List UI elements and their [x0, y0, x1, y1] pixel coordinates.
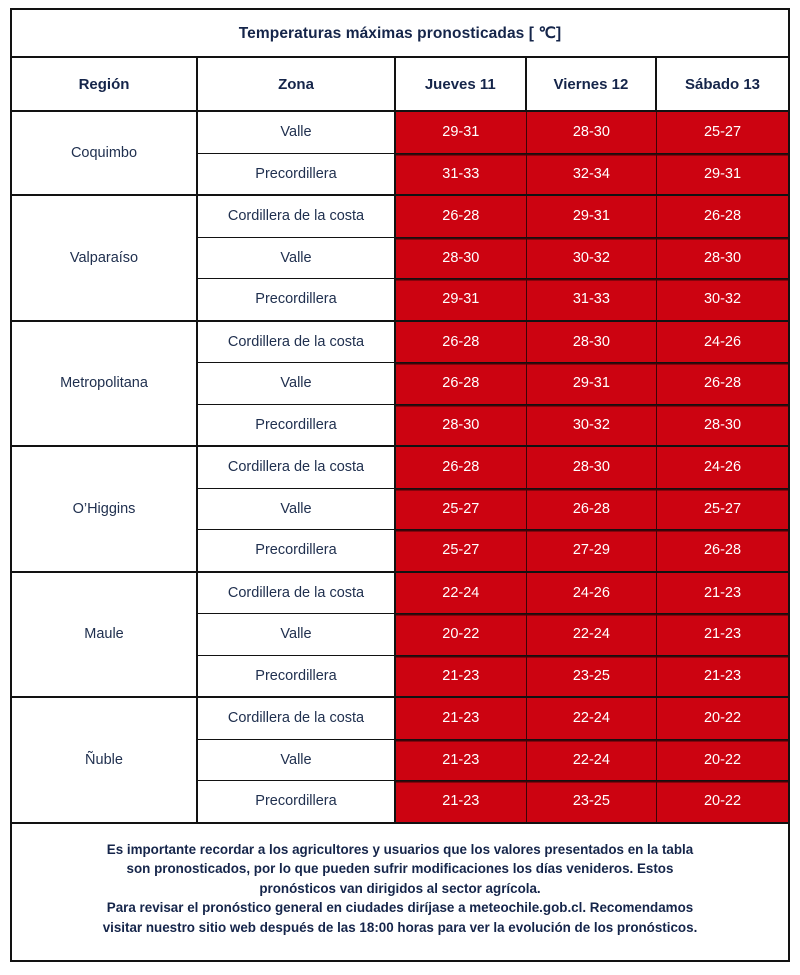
column-header-day-2: Viernes 12	[527, 58, 658, 110]
zone-name-cell: Precordillera	[198, 405, 396, 446]
temperature-cell: 25-27	[396, 530, 527, 571]
temperature-cell: 22-24	[527, 614, 658, 655]
temperature-cell: 20-22	[657, 698, 788, 739]
temperature-cell: 24-26	[657, 447, 788, 488]
temperature-cell: 21-23	[396, 781, 527, 822]
zone-name-cell: Valle	[198, 740, 396, 781]
zone-rows	[198, 698, 788, 822]
note-line: visitar nuestro sitio web después de las 18:00 horas para ver la evolución de los pronósticos.	[102, 919, 698, 935]
temperature-cell: 26-28	[396, 196, 527, 237]
note-line: pronósticos van dirigidos al sector agrícola.	[259, 880, 541, 896]
temperature-cell: 21-23	[396, 698, 527, 739]
table-row	[198, 613, 788, 655]
temperature-cell: 31-33	[527, 279, 658, 320]
temperature-cell: 31-33	[396, 154, 527, 195]
temperature-cell: 30-32	[527, 405, 658, 446]
temperature-cell: 21-23	[657, 573, 788, 614]
zone-rows	[198, 112, 788, 194]
region-name-cell: O’Higgins	[12, 447, 198, 571]
region-name-cell: Ñuble	[12, 698, 198, 822]
zone-name-cell: Valle	[198, 238, 396, 279]
temperature-cell: 28-30	[657, 405, 788, 446]
temperature-cell: 26-28	[396, 363, 527, 404]
temperature-cell: 23-25	[527, 781, 658, 822]
zone-name-cell: Valle	[198, 112, 396, 153]
zone-rows	[198, 573, 788, 697]
table-row	[198, 362, 788, 404]
zone-name-cell: Precordillera	[198, 530, 396, 571]
temperature-cell: 32-34	[527, 154, 658, 195]
region-name-cell: Metropolitana	[12, 322, 198, 446]
temperature-cell: 28-30	[527, 322, 658, 363]
temperature-cell: 21-23	[657, 614, 788, 655]
table-row	[198, 404, 788, 446]
note-line: son pronosticados, por lo que pueden sufrir modificaciones los días venideros. Estos	[126, 861, 674, 876]
region-group	[12, 196, 788, 322]
region-name-cell: Maule	[12, 573, 198, 697]
temperature-cell: 26-28	[657, 363, 788, 404]
table-row	[198, 196, 788, 237]
table-row	[198, 739, 788, 781]
temperature-cell: 26-28	[657, 196, 788, 237]
temperature-cell: 25-27	[657, 489, 788, 530]
temperature-cell: 22-24	[527, 740, 658, 781]
table-grid	[12, 58, 788, 822]
temperature-cell: 26-28	[396, 322, 527, 363]
temperature-cell: 30-32	[527, 238, 658, 279]
temperature-cell: 21-23	[657, 656, 788, 697]
temperature-cell: 25-27	[396, 489, 527, 530]
zone-name-cell: Cordillera de la costa	[198, 447, 396, 488]
zone-name-cell: Precordillera	[198, 279, 396, 320]
disclaimer-note	[12, 822, 788, 948]
temperature-cell: 30-32	[657, 279, 788, 320]
zone-name-cell: Valle	[198, 614, 396, 655]
temperature-cell: 20-22	[657, 740, 788, 781]
table-row	[198, 153, 788, 195]
zone-name-cell: Cordillera de la costa	[198, 573, 396, 614]
temperature-cell: 21-23	[396, 740, 527, 781]
temperature-cell: 27-29	[527, 530, 658, 571]
temperature-cell: 29-31	[527, 363, 658, 404]
temperature-cell: 29-31	[527, 196, 658, 237]
zone-name-cell: Cordillera de la costa	[198, 322, 396, 363]
region-name-cell: Coquimbo	[12, 112, 198, 194]
temperature-cell: 26-28	[527, 489, 658, 530]
table-row	[198, 237, 788, 279]
zone-rows	[198, 196, 788, 320]
zone-name-cell: Cordillera de la costa	[198, 196, 396, 237]
table-row	[198, 447, 788, 488]
zone-name-cell: Precordillera	[198, 781, 396, 822]
temperature-cell: 23-25	[527, 656, 658, 697]
temperature-cell: 24-26	[657, 322, 788, 363]
zone-name-cell: Valle	[198, 489, 396, 530]
temperature-cell: 29-31	[396, 112, 527, 153]
table-title-band	[12, 10, 788, 58]
column-header-region: Región	[12, 58, 198, 110]
region-group	[12, 573, 788, 699]
temperature-cell: 28-30	[527, 447, 658, 488]
temperature-cell: 21-23	[396, 656, 527, 697]
zone-rows	[198, 322, 788, 446]
forecast-table	[10, 8, 790, 962]
table-body	[12, 112, 788, 822]
table-row	[198, 529, 788, 571]
page-title: Temperaturas máximas pronosticadas [ ℃]	[238, 24, 562, 42]
table-row	[198, 698, 788, 739]
temperature-cell: 20-22	[657, 781, 788, 822]
zone-name-cell: Precordillera	[198, 154, 396, 195]
table-row	[198, 322, 788, 363]
table-row	[198, 278, 788, 320]
temperature-cell: 20-22	[396, 614, 527, 655]
zone-name-cell: Valle	[198, 363, 396, 404]
temperature-cell: 22-24	[396, 573, 527, 614]
note-line: Para revisar el pronóstico general en ciudades diríjase a meteochile.gob.cl. Recomendamos	[106, 900, 694, 915]
temperature-cell: 28-30	[657, 238, 788, 279]
table-header-row	[12, 58, 788, 112]
table-row	[198, 780, 788, 822]
temperature-cell: 25-27	[657, 112, 788, 153]
column-header-day-3: Sábado 13	[657, 58, 788, 110]
zone-name-cell: Cordillera de la costa	[198, 698, 396, 739]
region-name-cell: Valparaíso	[12, 196, 198, 320]
region-group	[12, 447, 788, 573]
column-header-zona: Zona	[198, 58, 396, 110]
temperature-cell: 28-30	[396, 405, 527, 446]
temperature-cell: 29-31	[396, 279, 527, 320]
table-row	[198, 112, 788, 153]
temperature-cell: 29-31	[657, 154, 788, 195]
table-row	[198, 573, 788, 614]
temperature-cell: 26-28	[396, 447, 527, 488]
temperature-cell: 28-30	[396, 238, 527, 279]
region-group	[12, 322, 788, 448]
temperature-cell: 24-26	[527, 573, 658, 614]
temperature-cell: 28-30	[527, 112, 658, 153]
region-group	[12, 698, 788, 822]
zone-name-cell: Precordillera	[198, 656, 396, 697]
table-row	[198, 488, 788, 530]
table-row	[198, 655, 788, 697]
temperature-cell: 26-28	[657, 530, 788, 571]
column-header-day-1: Jueves 11	[396, 58, 527, 110]
zone-rows	[198, 447, 788, 571]
note-line: Es importante recordar a los agricultores y usuarios que los valores presentados en la tabla	[106, 841, 694, 857]
region-group	[12, 112, 788, 196]
temperature-cell: 22-24	[527, 698, 658, 739]
